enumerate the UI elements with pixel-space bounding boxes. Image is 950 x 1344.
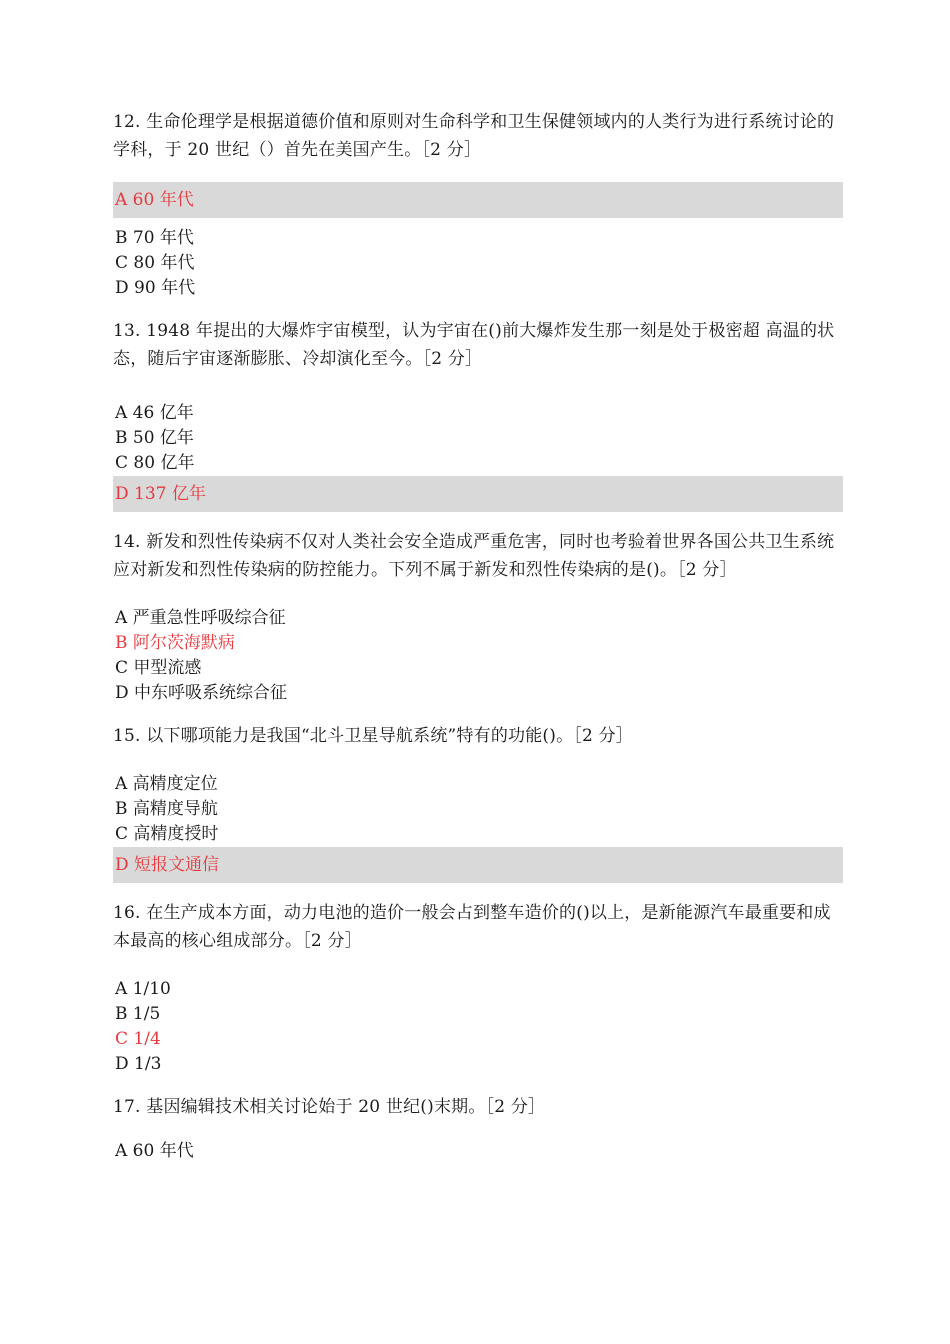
option-list <box>113 772 843 883</box>
option-list <box>113 1139 843 1164</box>
option-d: D 90 年代 <box>115 278 196 298</box>
document-page <box>113 108 843 1180</box>
option-a: A 60 年代 <box>115 1141 194 1161</box>
option-d-correct: D 短报文通信 <box>113 847 843 883</box>
option-list <box>113 401 843 512</box>
question-13 <box>113 317 843 512</box>
option-list <box>113 182 843 301</box>
option-a-correct: A 60 年代 <box>113 182 843 218</box>
option-b: B 50 亿年 <box>115 428 194 448</box>
question-stem: 13. 1948 年提出的大爆炸宇宙模型，认为宇宙在()前大爆炸发生那一刻是处于极密超 高温的状态，随后宇宙逐渐膨胀、冷却演化至今。［2 分］ <box>113 321 835 369</box>
option-c: C 80 亿年 <box>115 453 195 473</box>
option-a: A 46 亿年 <box>115 403 194 423</box>
question-14 <box>113 528 843 706</box>
question-stem: 15. 以下哪项能力是我国“北斗卫星导航系统”特有的功能()。［2 分］ <box>113 726 634 746</box>
option-a: A 严重急性呼吸综合征 <box>115 608 286 628</box>
option-b: B 高精度导航 <box>115 799 218 819</box>
option-a: A 1/10 <box>115 979 171 999</box>
question-17 <box>113 1093 843 1164</box>
option-c: C 甲型流感 <box>115 658 202 678</box>
option-c: C 80 年代 <box>115 253 195 273</box>
option-c-correct: C 1/4 <box>115 1029 161 1049</box>
question-stem: 14. 新发和烈性传染病不仅对人类社会安全造成严重危害，同时也考验着世界各国公共卫生系统应对新发和烈性传染病的防控能力。下列不属于新发和烈性传染病的是()。［2 分］ <box>113 532 835 580</box>
option-d: D 中东呼吸系统综合征 <box>115 683 288 703</box>
option-b: B 1/5 <box>115 1004 161 1024</box>
option-list <box>113 606 843 706</box>
question-12 <box>113 108 843 301</box>
question-15 <box>113 722 843 883</box>
option-d-correct: D 137 亿年 <box>113 476 843 512</box>
option-b-correct: B 阿尔茨海默病 <box>115 633 235 653</box>
option-c: C 高精度授时 <box>115 824 219 844</box>
question-stem: 16. 在生产成本方面，动力电池的造价一般会占到整车造价的()以上，是新能源汽车最重要和成本最高的核心组成部分。［2 分］ <box>113 903 831 951</box>
option-d: D 1/3 <box>115 1054 162 1074</box>
option-a: A 高精度定位 <box>115 774 218 794</box>
option-list <box>113 977 843 1077</box>
question-16 <box>113 899 843 1077</box>
question-stem: 12. 生命伦理学是根据道德价值和原则对生命科学和卫生保健领域内的人类行为进行系统讨论的学科，于 20 世纪（）首先在美国产生。［2 分］ <box>113 112 835 160</box>
question-stem: 17. 基因编辑技术相关讨论始于 20 世纪()末期。［2 分］ <box>113 1097 546 1117</box>
option-b: B 70 年代 <box>115 228 194 248</box>
